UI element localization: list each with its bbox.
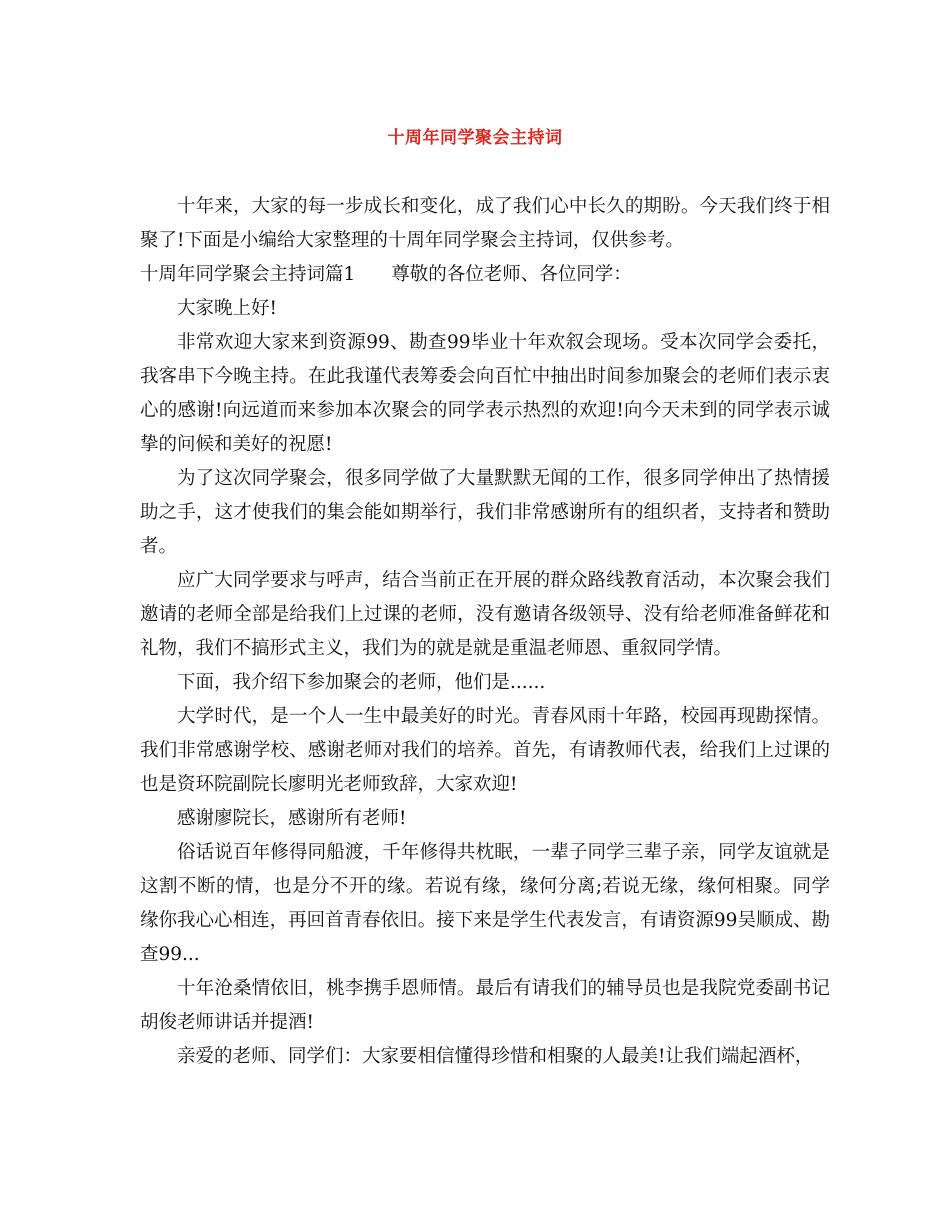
document-body [140,190,830,1074]
paragraph-greeting: 大家晚上好! [177,298,277,319]
paragraph-welcome: 非常欢迎大家来到资源99、勘查99毕业十年欢叙会现场。受本次同学会委托，我客串下今晚主持。在此我谨代表筹委会向百忙中抽出时间参加聚会的老师们表示衷心的感谢!向远道而来参加本次聚会的同学表示热烈的欢迎!向今天未到的同学表示诚挚的问候和美好的祝愿! [140,332,830,455]
paragraph-college-time: 大学时代，是一个人一生中最美好的时光。青春风雨十年路，校园再现勘探情。我们非常感谢学校、感谢老师对我们的培养。首先，有请教师代表，给我们上过课的也是资环院副院长廖明光老师致辞，大家欢迎! [140,706,830,795]
paragraph-introduce-teachers: 下面，我介绍下参加聚会的老师，他们是...... [177,672,546,693]
section-heading: 十周年同学聚会主持词篇1 [140,264,356,285]
section-heading-line [140,258,830,292]
document-title: 十周年同学聚会主持词 [387,128,563,148]
paragraph-classmate-bond: 俗话说百年修得同船渡，千年修得共枕眠，一辈子同学三辈子亲，同学友谊就是这割不断的情，也是分不开的缘。若说有缘，缘何分离;若说无缘，缘何相聚。同学缘你我心心相连，再回首青春依旧。接下来是学生代表发言，有请资源99吴顺成、勘查99... [140,842,830,965]
paragraph-thanks-organizers: 为了这次同学聚会，很多同学做了大量默默无闻的工作，很多同学伸出了热情援助之手，这才使我们的集会能如期举行，我们非常感谢所有的组织者，支持者和赞助者。 [140,468,830,557]
paragraph-thanks-dean: 感谢廖院长，感谢所有老师! [177,808,407,829]
intro-paragraph: 十年来，大家的每一步成长和变化，成了我们心中长久的期盼。今天我们终于相聚了!下面是小编给大家整理的十周年同学聚会主持词，仅供参考。 [140,196,830,251]
salutation: 尊敬的各位老师、各位同学： [391,264,632,285]
paragraph-counselor: 十年沧桑情依旧，桃李携手恩师情。最后有请我们的辅导员也是我院党委副书记胡俊老师讲话并提酒! [140,978,830,1033]
paragraph-invited-teachers: 应广大同学要求与呼声，结合当前正在开展的群众路线教育活动，本次聚会我们邀请的老师全部是给我们上过课的老师，没有邀请各级领导、没有给老师准备鲜花和礼物，我们不搞形式主义，我们为的就是就是重温老师恩、重叙同学情。 [140,570,830,659]
paragraph-toast: 亲爱的老师、同学们：大家要相信懂得珍惜和相聚的人最美!让我们端起酒杯， [177,1046,814,1067]
